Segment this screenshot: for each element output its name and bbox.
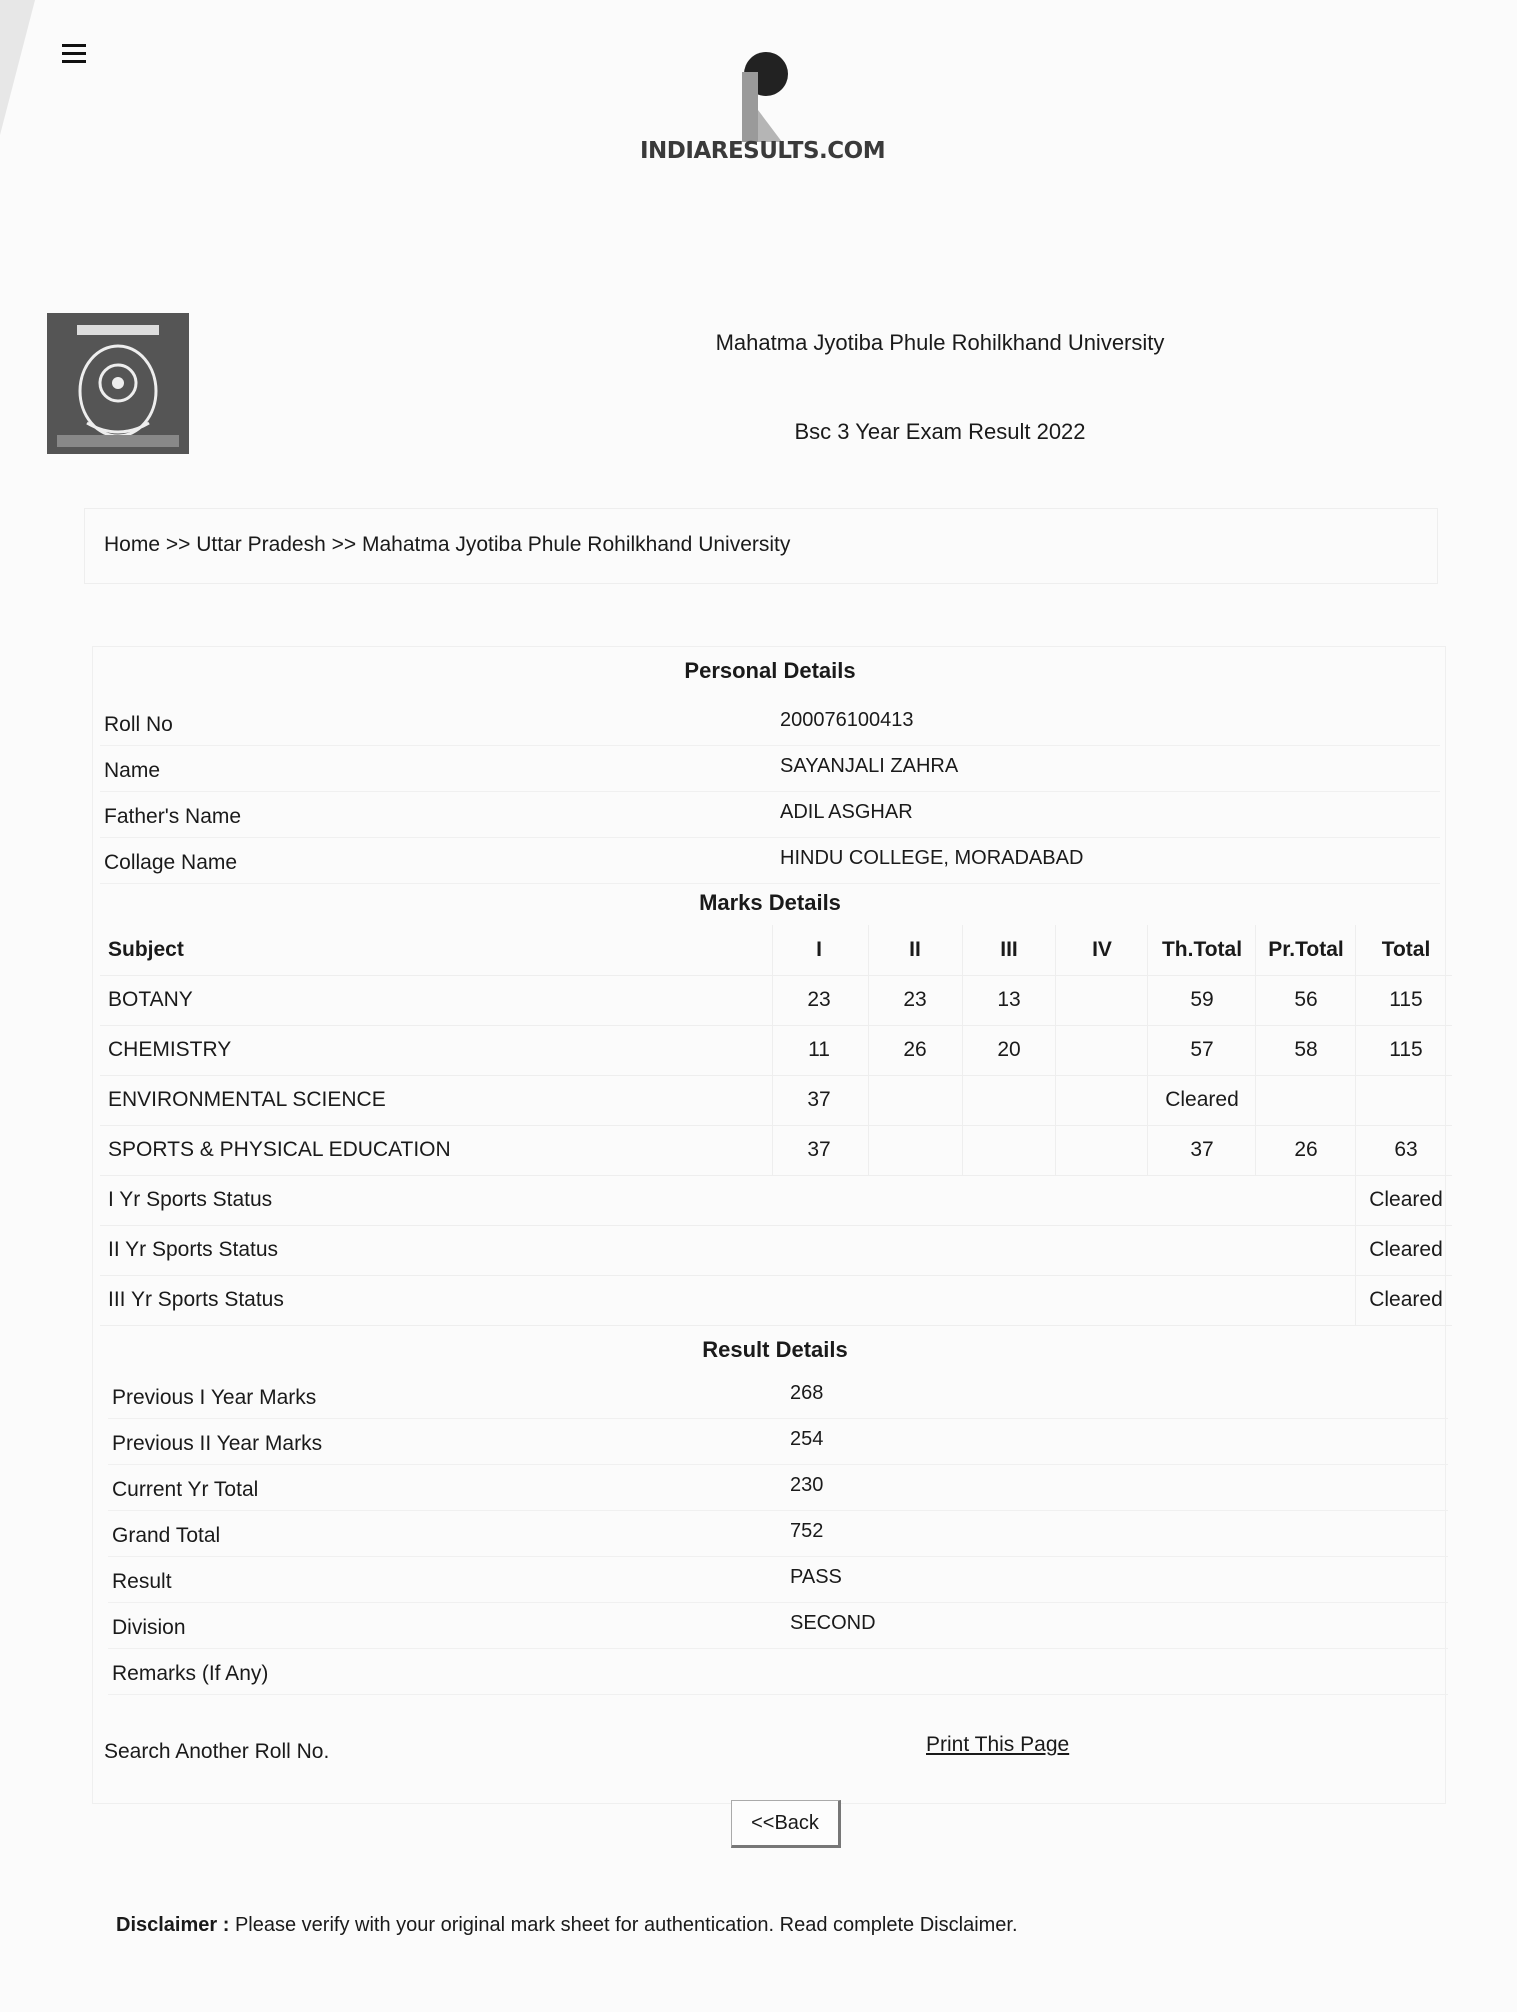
personal-row — [100, 843, 1440, 884]
disclaimer-text: Please verify with your original mark sheet for authentication. — [229, 1914, 780, 1936]
marks-total: 63 — [1355, 1125, 1456, 1175]
result-row — [108, 1654, 1448, 1695]
header-subject: Subject — [108, 938, 184, 961]
prev-year1-marks-value: 268 — [790, 1382, 824, 1404]
header-total: Total — [1355, 925, 1456, 975]
marks-paper-iii — [962, 1075, 1055, 1125]
personal-row — [100, 705, 1440, 746]
marks-details-title: Marks Details — [699, 890, 841, 915]
header-paper-iv: IV — [1055, 925, 1148, 975]
sports-status-label: II Yr Sports Status — [108, 1238, 279, 1261]
name-value: SAYANJALI ZAHRA — [780, 755, 959, 777]
sports-status-row — [100, 1225, 1452, 1276]
personal-row — [100, 751, 1440, 792]
disclaimer-label: Disclaimer : — [116, 1914, 230, 1936]
subject-name: CHEMISTRY — [108, 1038, 232, 1061]
marks-theory-total: Cleared — [1147, 1075, 1256, 1125]
marks-paper-i: 37 — [772, 1075, 865, 1125]
result-row — [108, 1378, 1448, 1419]
site-brand: INDIARESULTS.COM — [640, 138, 886, 164]
search-another-roll-link[interactable]: Search Another Roll No. — [104, 1740, 330, 1763]
remarks-label: Remarks (If Any) — [112, 1662, 269, 1685]
sports-status-label: I Yr Sports Status — [108, 1188, 273, 1211]
subject-name: BOTANY — [108, 988, 193, 1011]
exam-title: Bsc 3 Year Exam Result 2022 — [794, 419, 1086, 444]
marks-paper-i: 23 — [772, 975, 865, 1025]
roll-no-value: 200076100413 — [780, 709, 914, 731]
marks-paper-iii: 20 — [962, 1025, 1055, 1075]
disclaimer-link[interactable]: Read complete Disclaimer. — [779, 1914, 1018, 1936]
marks-total: 115 — [1355, 1025, 1456, 1075]
result-row — [108, 1424, 1448, 1465]
table-row — [100, 1025, 1452, 1076]
marks-total: 115 — [1355, 975, 1456, 1025]
marks-paper-ii — [868, 1125, 961, 1175]
prev-year1-marks-label: Previous I Year Marks — [112, 1386, 317, 1409]
site-logo[interactable] — [640, 50, 886, 165]
grand-total-label: Grand Total — [112, 1524, 221, 1547]
university-name: Mahatma Jyotiba Phule Rohilkhand University — [715, 330, 1165, 355]
marks-practical-total: 26 — [1255, 1125, 1356, 1175]
breadcrumb-separator: >> — [160, 533, 197, 556]
sports-status-row — [100, 1275, 1452, 1326]
result-row — [108, 1516, 1448, 1557]
table-row — [100, 1125, 1452, 1176]
marks-practical-total — [1255, 1075, 1356, 1125]
name-label: Name — [104, 759, 161, 782]
breadcrumb-home[interactable]: Home — [104, 533, 161, 556]
header-paper-ii: II — [868, 925, 961, 975]
subject-name: ENVIRONMENTAL SCIENCE — [108, 1088, 386, 1111]
scan-artifact — [0, 0, 35, 135]
division-value: SECOND — [790, 1612, 876, 1634]
current-year-total-label: Current Yr Total — [112, 1478, 259, 1501]
hamburger-menu-icon[interactable] — [62, 44, 86, 64]
marks-paper-i: 11 — [772, 1025, 865, 1075]
marks-paper-iii: 13 — [962, 975, 1055, 1025]
college-name-label: Collage Name — [104, 851, 238, 874]
personal-details-title: Personal Details — [684, 658, 856, 683]
result-row — [108, 1562, 1448, 1603]
result-row — [108, 1608, 1448, 1649]
prev-year2-marks-label: Previous II Year Marks — [112, 1432, 323, 1455]
breadcrumb-separator: >> — [325, 533, 362, 556]
marks-practical-total: 56 — [1255, 975, 1356, 1025]
result-value: PASS — [790, 1566, 842, 1588]
result-label: Result — [112, 1570, 172, 1593]
marks-theory-total: 37 — [1147, 1125, 1256, 1175]
subject-name: SPORTS & PHYSICAL EDUCATION — [108, 1138, 451, 1161]
current-year-total-value: 230 — [790, 1474, 824, 1496]
sports-status-value: Cleared — [1355, 1225, 1456, 1275]
university-emblem-icon — [47, 313, 189, 454]
father-name-value: ADIL ASGHAR — [780, 801, 913, 823]
grand-total-value: 752 — [790, 1520, 824, 1542]
marks-paper-iv — [1055, 1025, 1148, 1075]
marks-header-row — [100, 925, 1452, 976]
marks-paper-ii: 26 — [868, 1025, 961, 1075]
result-details-title: Result Details — [702, 1337, 848, 1362]
indiaresults-logo-icon — [732, 50, 792, 145]
marks-paper-iv — [1055, 1125, 1148, 1175]
marks-paper-iv — [1055, 975, 1148, 1025]
marks-paper-i: 37 — [772, 1125, 865, 1175]
personal-row — [100, 797, 1440, 838]
back-button[interactable]: <<Back — [731, 1800, 841, 1848]
marks-practical-total: 58 — [1255, 1025, 1356, 1075]
breadcrumb — [104, 533, 790, 557]
marks-paper-iv — [1055, 1075, 1148, 1125]
breadcrumb-university[interactable]: Mahatma Jyotiba Phule Rohilkhand University — [362, 533, 791, 556]
sports-status-label: III Yr Sports Status — [108, 1288, 284, 1311]
disclaimer — [116, 1914, 1316, 1937]
table-row — [100, 975, 1452, 1026]
marks-theory-total: 59 — [1147, 975, 1256, 1025]
header-paper-i: I — [772, 925, 865, 975]
father-name-label: Father's Name — [104, 805, 242, 828]
print-page-link[interactable]: Print This Page — [926, 1733, 1070, 1756]
marks-theory-total: 57 — [1147, 1025, 1256, 1075]
division-label: Division — [112, 1616, 186, 1639]
table-row — [100, 1075, 1452, 1126]
header-theory-total: Th.Total — [1147, 925, 1256, 975]
college-name-value: HINDU COLLEGE, MORADABAD — [780, 847, 1084, 869]
result-row — [108, 1470, 1448, 1511]
sports-status-row — [100, 1175, 1452, 1226]
marks-paper-iii — [962, 1125, 1055, 1175]
marks-total — [1355, 1075, 1456, 1125]
roll-no-label: Roll No — [104, 713, 173, 736]
prev-year2-marks-value: 254 — [790, 1428, 824, 1450]
breadcrumb-state[interactable]: Uttar Pradesh — [196, 533, 326, 556]
header-paper-iii: III — [962, 925, 1055, 975]
sports-status-value: Cleared — [1355, 1275, 1456, 1325]
sports-status-value: Cleared — [1355, 1175, 1456, 1225]
header-practical-total: Pr.Total — [1255, 925, 1356, 975]
marks-paper-ii: 23 — [868, 975, 961, 1025]
marks-paper-ii — [868, 1075, 961, 1125]
